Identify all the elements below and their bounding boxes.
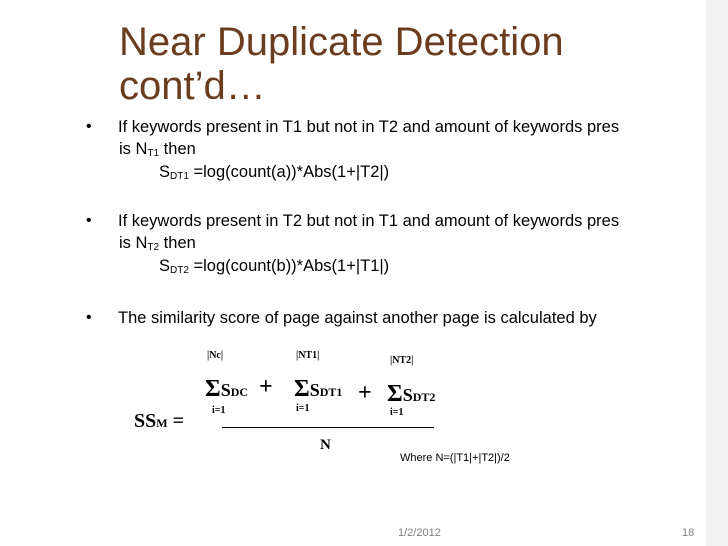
term-sdt1-name: S — [309, 380, 320, 400]
lhs-sub: M — [156, 416, 168, 430]
upper-limit-nt1: |NT1| — [296, 350, 320, 361]
sigma-icon: Σ — [205, 376, 221, 402]
bullet-1-line2-prefix: is N — [119, 140, 148, 158]
bullet-2-text: If keywords present in T2 but not in T1 and amount of keywords pres — [118, 212, 620, 230]
upper-limit-nc: |Nc| — [207, 350, 224, 361]
bullet-dot-icon: • — [86, 212, 92, 229]
slide-title — [119, 20, 564, 108]
lower-limit-3: i=1 — [390, 407, 404, 418]
lhs-name: SS — [134, 410, 157, 432]
bullet-2-formula — [159, 255, 389, 282]
right-margin-bar — [706, 0, 728, 546]
upper-limit-nt2: |NT2| — [390, 355, 414, 366]
plus-1: + — [259, 374, 273, 400]
bullet-1-formula-rest: =log(count(a))*Abs(1+|T2|) — [188, 163, 390, 181]
where-note: Where N=(|T1|+|T2|)/2 — [400, 452, 510, 464]
title-line-2: cont’d… — [119, 64, 266, 108]
bullet-dot-icon: • — [86, 309, 92, 326]
term-sdc-sub: DC — [230, 385, 249, 399]
plus-2: + — [358, 380, 372, 406]
term-sdc — [205, 376, 248, 403]
bullet-dot-icon: • — [86, 118, 92, 135]
bullet-1-formula-prefix: S — [159, 163, 171, 181]
footer-date: 1/2/2012 — [398, 527, 441, 539]
bullet-2-formula-rest: =log(count(b))*Abs(1+|T1|) — [188, 257, 390, 275]
bullet-2-formula-prefix: S — [159, 257, 171, 275]
bullet-1-line2-suffix: then — [159, 140, 196, 158]
bullet-2-line2-prefix: is N — [119, 234, 148, 252]
lower-limit-2: i=1 — [296, 403, 310, 414]
footer-page-number: 18 — [682, 527, 695, 539]
term-sdt2-sub: DT2 — [412, 390, 436, 404]
term-sdt2 — [387, 381, 435, 408]
title-line-1: Near Duplicate Detection — [119, 20, 564, 64]
bullet-1-formula — [159, 161, 389, 188]
bullet-2-line2-sub: T2 — [147, 242, 160, 253]
bullet-1-text: If keywords present in T1 but not in T2 and amount of keywords pres — [118, 118, 620, 136]
term-sdt2-name: S — [402, 385, 413, 405]
sigma-icon: Σ — [387, 381, 403, 407]
bullet-3-text: The similarity score of page against another page is calculated by — [118, 309, 597, 327]
bullet-2-line2-suffix: then — [159, 234, 196, 252]
fraction-bar — [222, 427, 434, 428]
lower-limit-1: i=1 — [212, 405, 226, 416]
bullet-1-formula-sub: DT1 — [170, 171, 189, 182]
bullet-2-formula-sub: DT2 — [170, 265, 189, 276]
bullet-1-line2-sub: T1 — [147, 148, 160, 159]
term-sdt1-sub: DT1 — [319, 385, 343, 399]
term-sdc-name: S — [220, 380, 231, 400]
term-sdt1 — [294, 376, 342, 403]
denominator: N — [320, 437, 331, 453]
equals-sign: = — [172, 410, 184, 432]
lhs-ssm — [134, 410, 184, 433]
sigma-icon: Σ — [294, 376, 310, 402]
